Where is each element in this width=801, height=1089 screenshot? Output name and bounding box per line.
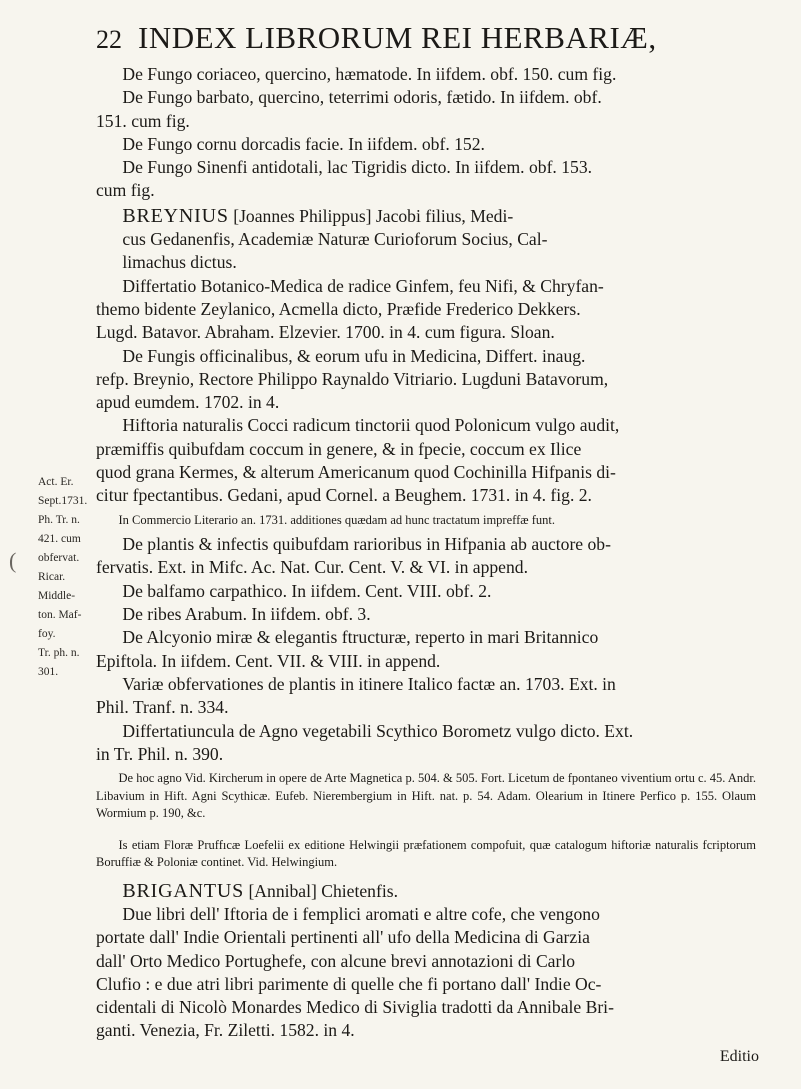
bibliographic-entry: Differtatio Botanico-Medica de radice Ginfem, feu Nifi, & Chryfan- themo bidente Zeylanico, Acmella dicto, Præfide Frederico Dekkers. Lugd. Batavor. Abraham. Elzevier. 1700. in 4. cum figura. Sloan. — [96, 275, 604, 343]
page-header — [96, 20, 736, 56]
footnote: Is etiam Floræ Pruffıcæ Loefelii ex editione Helwingii præfationem compofuit, quæ catalogum hiftoriæ naturalis fcriptorum Boruffiæ & Poloniæ continet. Vid. Helwingium. — [96, 837, 756, 870]
bibliographic-entry: Due libri dell' Iftoria de i femplici aromati e altre cofe, che vengono portate dall' Indie Orientali pertinenti all' ufo della Medicina di Garzia dall' Orto Medico Portughefe, con alcune brevi annotazioni di Carlo Clufio : e due atri libri parimente di quelle che fi portano dall' Indie Oc- cidentali di Nicolò Monardes Medico di Siviglia tradotti da Annibale Bri- ganti. Venezia, Fr. Ziletti. 1582. in 4. — [96, 903, 614, 1041]
margin-line: 421. cum — [38, 533, 81, 545]
bibliographic-entry: De Alcyonio miræ & elegantis ftructuræ, reperto in mari Britannico Epiftola. In iifdem. Cent. VII. & VIII. in append. — [96, 627, 599, 671]
bibliographic-entry: De plantis & infectis quibufdam rarioribus in Hifpania ab auctore ob- fervatis. Ext. in Mifc. Ac. Nat. Cur. Cent. V. & VI. in append. — [96, 534, 611, 578]
author-heading: BRIGANTUS [Annibal] Chietenfis. — [122, 879, 398, 902]
margin-line: Ph. Tr. n. — [38, 514, 80, 526]
page-number: 22 — [96, 25, 122, 54]
margin-line: foy. — [38, 628, 56, 640]
bibliographic-entry: De balfamo carpathico. In iifdem. Cent. VIII. obf. 2. — [122, 580, 492, 601]
bibliographic-entry: Hiftoria naturalis Cocci radicum tinctorii quod Polonicum vulgo audit, præmiffis quibufdam coccum in genere, & in fpecie, coccum ex Ilice quod grana Kermes, & alterum Americanum quod Cochinilla Hifpanis di- citur fpectantibus. Gedani, apud Cornel. a Beughem. 1731. in 4. fig. 2. — [96, 415, 620, 506]
bibliographic-entry: Differtatiuncula de Agno vegetabili Scythico Borometz vulgo dicto. Ext. in Tr. Phil. n. 390. — [96, 720, 634, 764]
bibliographic-entry: De Fungo cornu dorcadis facie. In iifdem. obf. 152. — [122, 133, 485, 154]
margin-line: Act. Er. — [38, 476, 74, 488]
author-name: BRIGANTUS — [122, 879, 245, 902]
running-title: INDEX LIBRORUM REI HERBARIÆ, — [138, 20, 657, 55]
bibliographic-entry: De Fungo Sinenfi antidotali, lac Tigridis dicto. In iifdem. obf. 153. cum fig. — [96, 157, 593, 201]
margin-line: Ricar. — [38, 571, 66, 583]
margin-line: ton. Maf- — [38, 609, 82, 621]
margin-line: Tr. ph. n. — [38, 647, 80, 659]
bibliographic-entry: Variæ obfervationes de plantis in itinere Italico factæ an. 1703. Ext. in Phil. Tranf. n. 334. — [96, 673, 616, 718]
bibliographic-entry: De ribes Arabum. In iifdem. obf. 3. — [122, 604, 371, 625]
margin-line: 301. — [38, 666, 59, 678]
margin-reference-note — [38, 473, 86, 682]
catchword: Editio — [719, 1048, 759, 1065]
author-name: BREYNIUS — [122, 204, 229, 227]
bibliographic-entry: De Fungis officinalibus, & eorum ufu in Medicina, Differt. inaug. refp. Breynio, Rectore Philippo Raynaldo Vitriario. Lugduni Batavorum, apud eumdem. 1702. in 4. — [96, 345, 609, 413]
author-heading: BREYNIUS [Joannes Philippus] Jacobi filius, Medi- cus Gedanenfis, Academiæ Naturæ Curioforum Socius, Cal- limachus dictus. — [122, 204, 548, 273]
index-body — [96, 63, 756, 1043]
bibliographic-entry: De Fungo coriaceo, quercino, hæmatode. In iifdem. obf. 150. cum fig. — [122, 64, 617, 84]
margin-line: obfervat. — [38, 552, 80, 564]
bibliographic-entry: De Fungo barbato, quercino, teterrimi odoris, fætido. In iifdem. obf. 151. cum fig. — [96, 87, 602, 131]
footnote: In Commercio Literario an. 1731. additiones quædam ad hunc tractatum impreffæ funt. — [118, 512, 555, 527]
footnote: De hoc agno Vid. Kircherum in opere de Arte Magnetica p. 504. & 505. Fort. Licetum de fpontaneo viventium ortu c. 45. Andr. Libavium in Hift. Agni Scythicæ. Eufeb. Nierembergium in Hift. nat. p. 54. Adam. Olearium in Itinere Perfico p. 155. Olaum Wormium p. 190, &c. — [96, 771, 756, 821]
margin-line: Sept.1731. — [38, 495, 88, 507]
margin-line: Middle- — [38, 590, 76, 602]
margin-mark: ( — [9, 548, 17, 573]
